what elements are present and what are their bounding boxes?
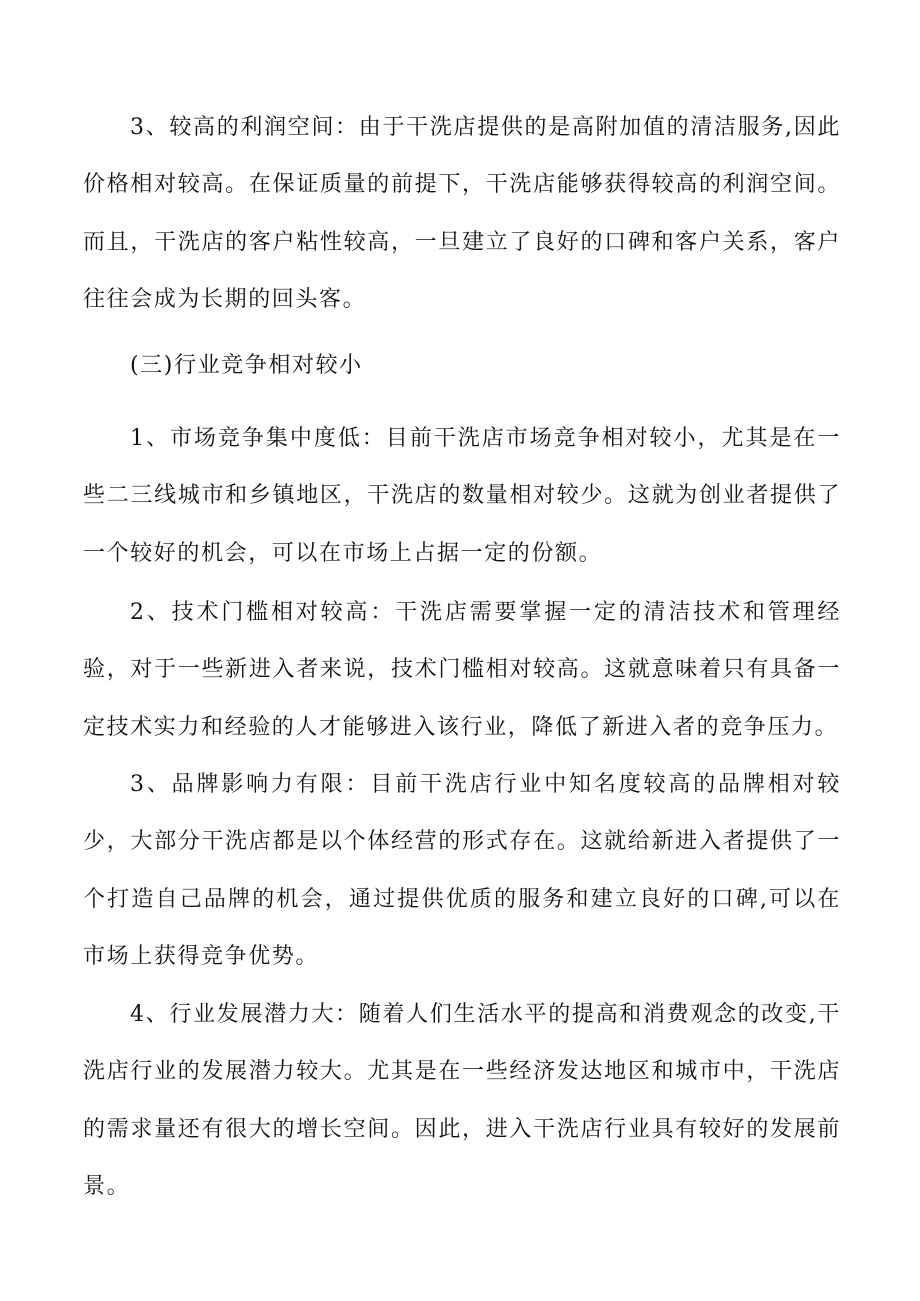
paragraph-brand-influence: 3、品牌影响力有限：目前干洗店行业中知名度较高的品牌相对较少，大部分干洗店都是以个体经营的形式存在。这就给新进入者提供了一个打造自己品牌的机会，通过提供优质的服务和建立良好的口碑,可以在市场上获得竞争优势。 xyxy=(83,772,841,969)
section-heading-competition: (三)行业竞争相对较小 xyxy=(130,353,363,378)
paragraph-market-concentration: 1、市场竞争集中度低：目前干洗店市场竞争相对较小，尤其是在一些二三线城市和乡镇地区，干洗店的数量相对较少。这就为创业者提供了一个较好的机会，可以在市场上占据一定的份额。 xyxy=(83,426,841,566)
paragraph-growth-potential: 4、行业发展潜力大：随着人们生活水平的提高和消费观念的改变,干洗店行业的发展潜力较大。尤其是在一些经济发达地区和城市中，干洗店的需求量还有很大的增长空间。因此，进入干洗店行业具有较好的发展前景。 xyxy=(83,1002,841,1199)
paragraph-profit-margin: 3、较高的利润空间：由于干洗店提供的是高附加值的清洁服务,因此价格相对较高。在保证质量的前提下，干洗店能够获得较高的利润空间。而且，干洗店的客户粘性较高，一旦建立了良好的口碑和客户关系，客户往往会成为长期的回头客。 xyxy=(83,115,841,312)
paragraph-technical-threshold: 2、技术门槛相对较高：干洗店需要掌握一定的清洁技术和管理经验，对于一些新进入者来说，技术门槛相对较高。这就意味着只有具备一定技术实力和经验的人才能够进入该行业，降低了新进入者的竞争压力。 xyxy=(83,600,841,740)
